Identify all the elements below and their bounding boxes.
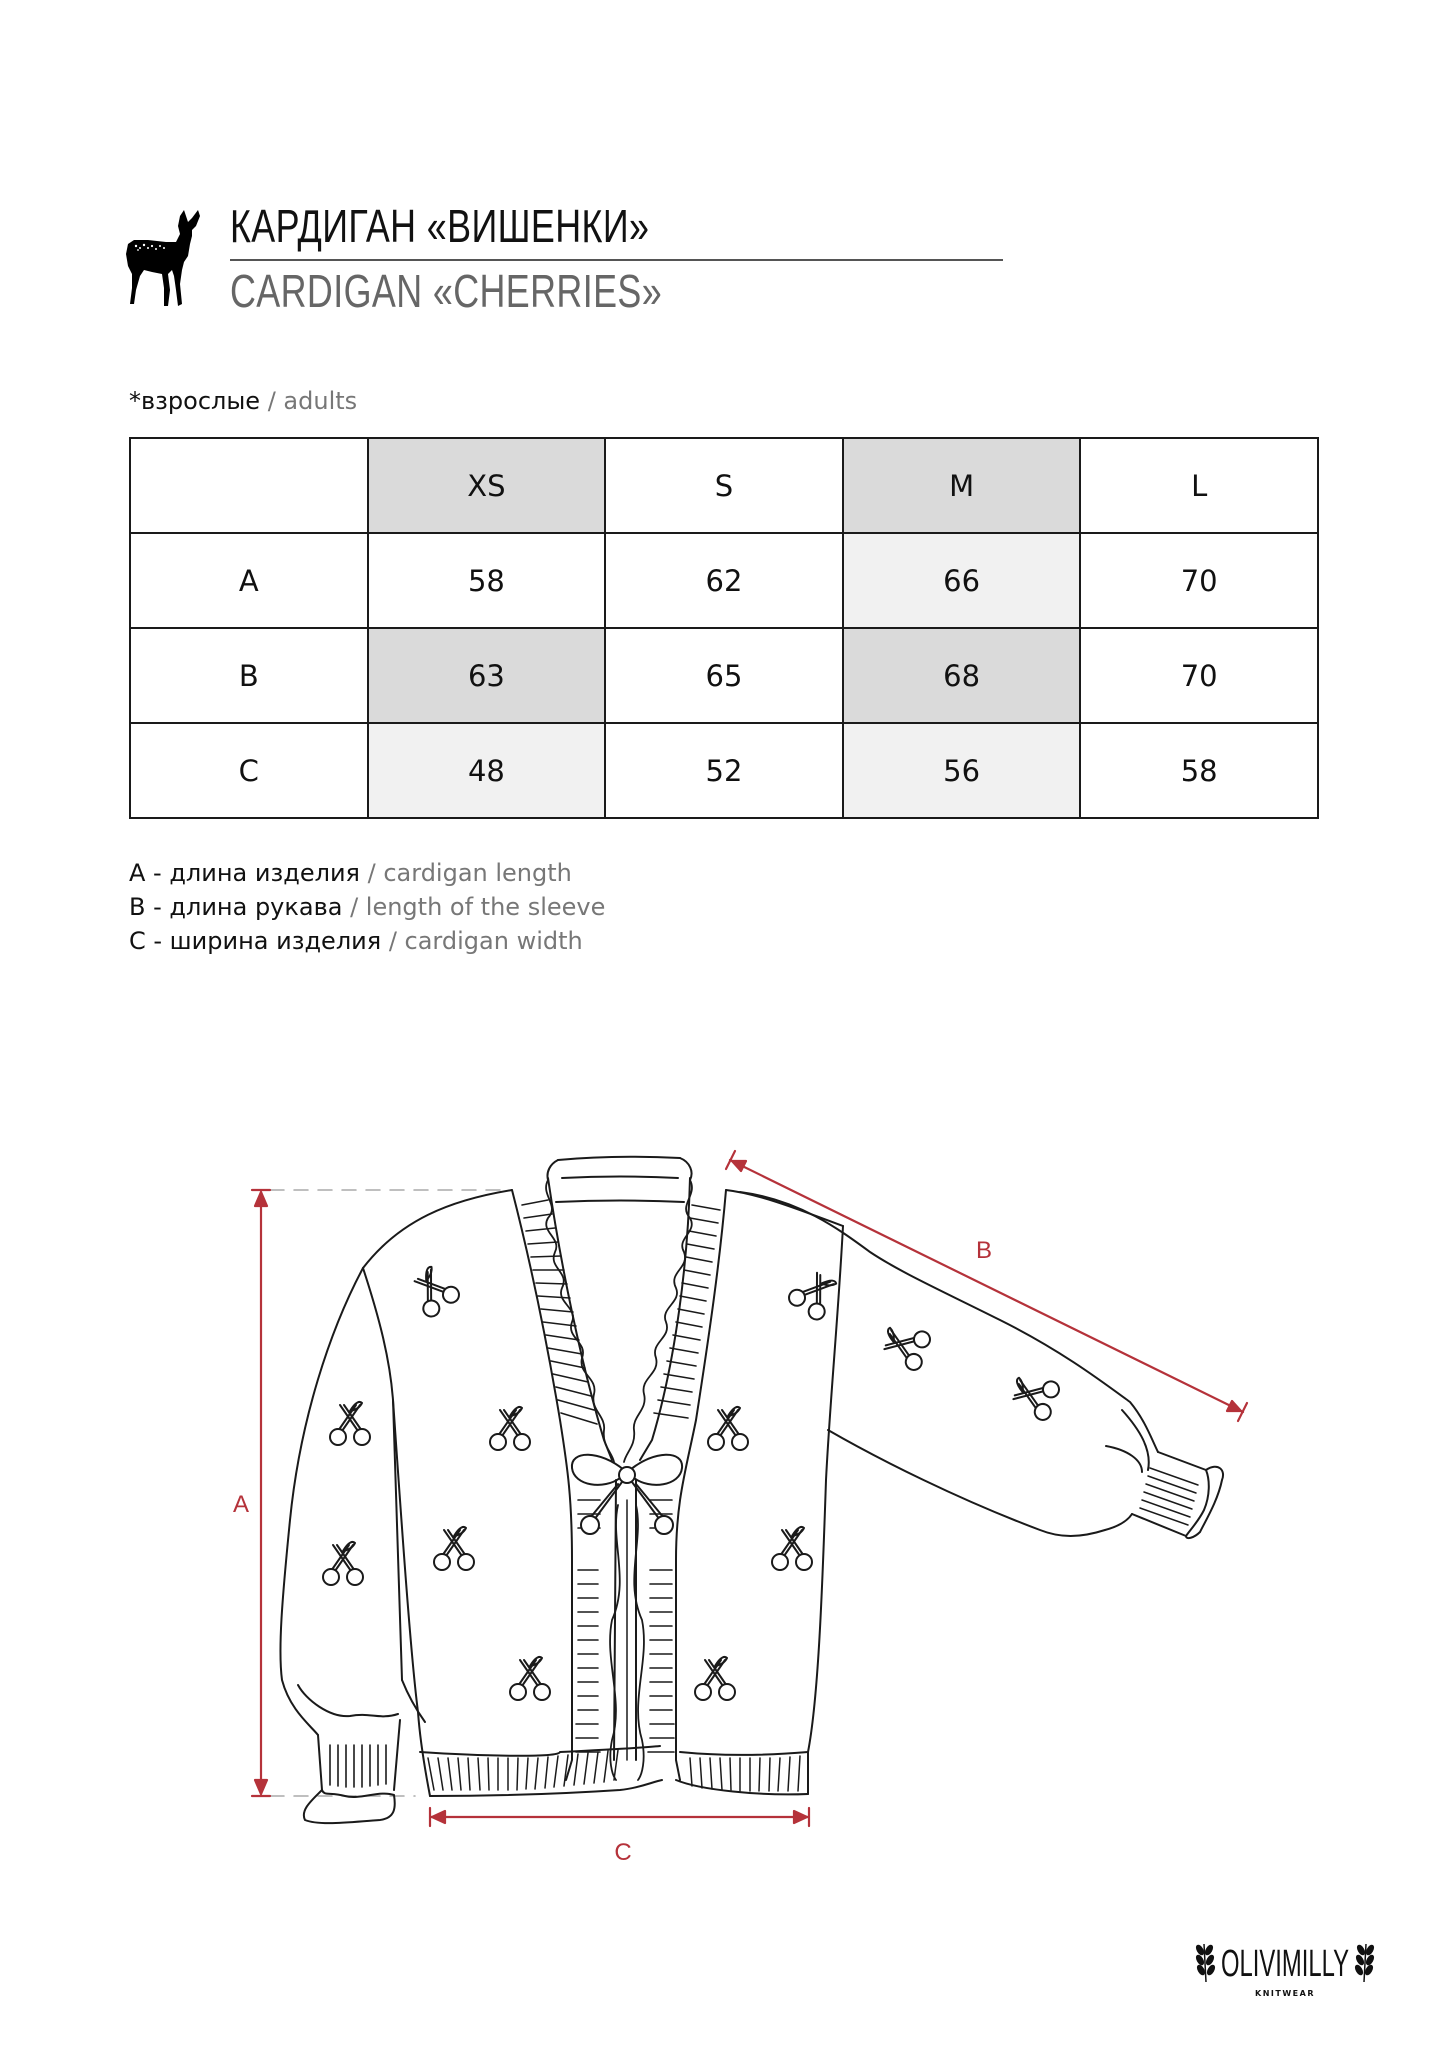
legend-item-b bbox=[129, 890, 605, 924]
cherry-icon bbox=[434, 1527, 474, 1570]
table-cell: 62 bbox=[605, 533, 843, 628]
cherry-icon bbox=[708, 1407, 748, 1450]
table-header-m: M bbox=[843, 438, 1081, 533]
measure-b bbox=[726, 1151, 1247, 1421]
size-table bbox=[129, 437, 1319, 819]
laurel-branch-icon bbox=[1195, 1944, 1215, 1982]
table-row bbox=[130, 533, 1318, 628]
table-row bbox=[130, 723, 1318, 818]
measure-c bbox=[430, 1808, 809, 1826]
title-ru: КАРДИГАН «ВИШЕНКИ» bbox=[230, 200, 650, 252]
table-cell: 52 bbox=[605, 723, 843, 818]
table-cell: 68 bbox=[843, 628, 1081, 723]
audience-note-en: adults bbox=[283, 387, 358, 415]
row-label: B bbox=[130, 628, 368, 723]
table-cell: 70 bbox=[1080, 628, 1318, 723]
cherry-icon bbox=[490, 1407, 530, 1450]
audience-note bbox=[129, 386, 357, 416]
legend-en: cardigan width bbox=[404, 927, 583, 955]
cherry-icon bbox=[1007, 1370, 1061, 1422]
label-c: C bbox=[614, 1839, 632, 1866]
brand-tagline: KNITWEAR bbox=[1255, 1989, 1315, 1998]
cherry-icon bbox=[772, 1527, 812, 1570]
table-cell: 63 bbox=[368, 628, 606, 723]
row-label: C bbox=[130, 723, 368, 818]
legend-separator: / bbox=[381, 927, 405, 955]
guide-lines bbox=[270, 1190, 505, 1796]
label-a: A bbox=[232, 1491, 250, 1518]
cherry-icon bbox=[695, 1657, 735, 1700]
left-placket bbox=[512, 1178, 616, 1780]
cherry-icon bbox=[330, 1402, 370, 1445]
cherry-icon bbox=[878, 1320, 932, 1372]
measure-a bbox=[252, 1190, 270, 1796]
cherry-icon bbox=[510, 1657, 550, 1700]
table-header-xs: XS bbox=[368, 438, 606, 533]
cherry-motifs bbox=[323, 1261, 1061, 1700]
cardigan-technical-drawing bbox=[0, 1120, 1448, 1880]
table-header-row bbox=[130, 438, 1318, 533]
legend-en: cardigan length bbox=[383, 859, 572, 887]
label-b: B bbox=[975, 1237, 993, 1264]
legend-en: length of the sleeve bbox=[365, 893, 606, 921]
legend-separator: / bbox=[360, 859, 384, 887]
table-cell: 56 bbox=[843, 723, 1081, 818]
legend-item-c bbox=[129, 924, 605, 958]
legend-ru: B - длина рукава bbox=[129, 893, 343, 921]
collar bbox=[547, 1157, 691, 1202]
brand-logo bbox=[1190, 1936, 1380, 2004]
table-row bbox=[130, 628, 1318, 723]
table-cell: 65 bbox=[605, 628, 843, 723]
legend-item-a bbox=[129, 856, 605, 890]
cherry-icon bbox=[323, 1542, 363, 1585]
title-en: CARDIGAN «CHERRIES» bbox=[230, 265, 663, 317]
cherry-icon bbox=[786, 1264, 843, 1322]
table-header-l: L bbox=[1080, 438, 1318, 533]
deer-silhouette-icon bbox=[118, 204, 208, 312]
table-header-s: S bbox=[605, 438, 843, 533]
legend-separator: / bbox=[342, 893, 366, 921]
legend-ru: C - ширина изделия bbox=[129, 927, 382, 955]
table-cell: 58 bbox=[1080, 723, 1318, 818]
bow bbox=[572, 1455, 682, 1780]
table-cell: 58 bbox=[368, 533, 606, 628]
row-label: A bbox=[130, 533, 368, 628]
laurel-branch-icon bbox=[1354, 1944, 1374, 1982]
title-divider bbox=[230, 259, 1003, 261]
audience-note-separator: / bbox=[260, 387, 284, 415]
table-cell: 48 bbox=[368, 723, 606, 818]
brand-name: OLIVIMILLY bbox=[1221, 1943, 1349, 1985]
cherry-icon bbox=[405, 1261, 462, 1319]
audience-note-ru: *взрослые bbox=[129, 387, 261, 415]
legend-ru: A - длина изделия bbox=[129, 859, 360, 887]
left-front-panel bbox=[363, 1190, 662, 1796]
measurement-legend bbox=[129, 856, 605, 958]
table-cell: 70 bbox=[1080, 533, 1318, 628]
table-cell: 66 bbox=[843, 533, 1081, 628]
table-header-corner bbox=[130, 438, 368, 533]
